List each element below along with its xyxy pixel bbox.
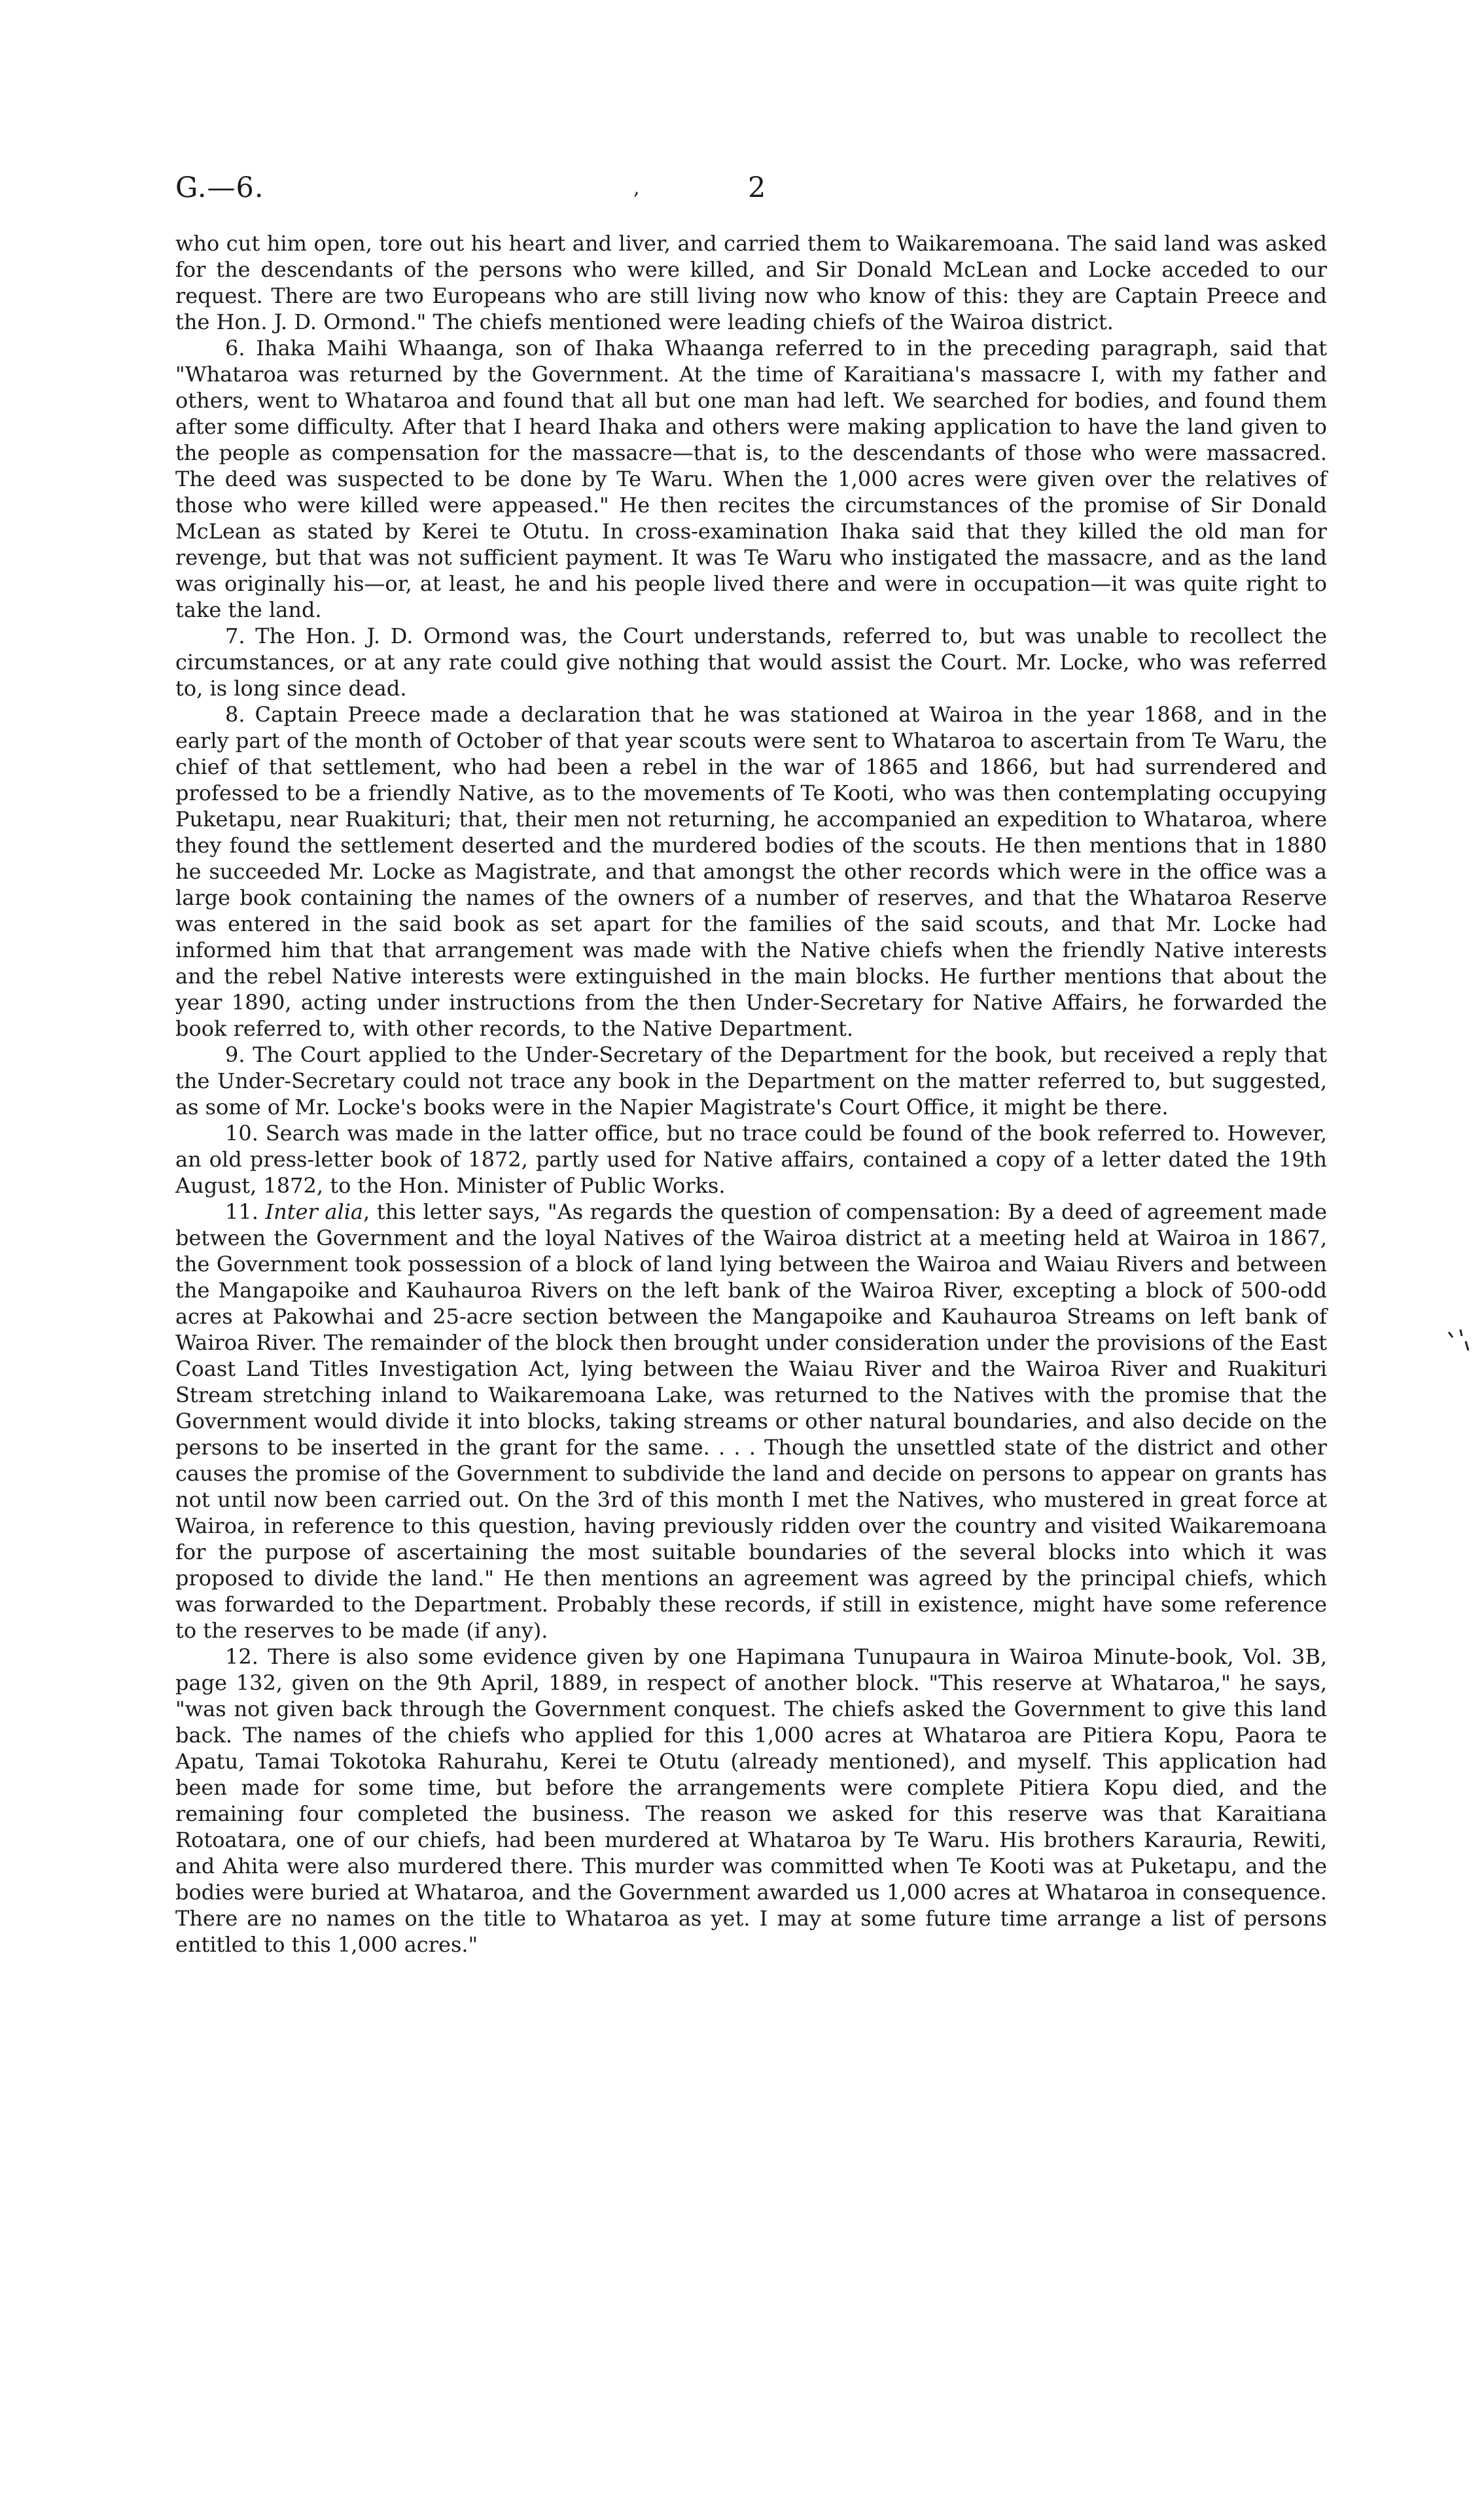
- margin-marks: [1446, 1328, 1472, 1367]
- paragraph-6: 6. Ihaka Maihi Whaanga, son of Ihaka Whaanga referred to in the preceding paragraph, said that "Whataroa was returned by the Government. At the time of Karaitiana's massacre I, with my father and others, went to Whataroa and found that all but one man had left. We searched for bodies, and found them after some difficulty. After that I heard Ihaka and others were making application to have the land given to the people as compensation for the massacre—that is, to the descendants of those who were massacred. The deed was suspected to be done by Te Waru. When the 1,000 acres were given over the relatives of those who were killed were appeased." He then recites the circumstances of the promise of Sir Donald McLean as stated by Kerei te Otutu. In cross-examination Ihaka said that they killed the old man for revenge, but that was not sufficient payment. It was Te Waru who instigated the massacre, and as the land was originally his—or, at least, he and his people lived there and were in occupation—it was quite right to take the land.: [175, 336, 1327, 622]
- page-header: [175, 171, 1327, 211]
- page-number: 2: [748, 171, 766, 204]
- document-reference: G.—6.: [175, 171, 264, 204]
- paragraph-12: 12. There is also some evidence given by one Hapimana Tunupaura in Wairoa Minute-book, Vol. 3B, page 132, given on the 9th April, 1889, in respect of another block. "This reserve at Whataroa," he says, "was not given back through the Government conquest. The chiefs asked the Government to give this land back. The names of the chiefs who applied for this 1,000 acres at Whataroa are Pitiera Kopu, Paora te Apatu, Tamai Tokotoka Rahurahu, Kerei te Otutu (already mentioned), and myself. This application had been made for some time, but before the arrangements were complete Pitiera Kopu died, and the remaining four completed the business. The reason we asked for this reserve was that Karaitiana Rotoatara, one of our chiefs, had been murdered at Whataroa by Te Waru. His brothers Karauria, Rewiti, and Ahita were also murdered there. This murder was committed when Te Kooti was at Puketapu, and the bodies were buried at Whataroa, and the Government awarded us 1,000 acres at Whataroa in consequence. There are no names on the title to Whataroa as yet. I may at some future time arrange a list of persons entitled to this 1,000 acres.": [175, 1644, 1327, 1957]
- paragraph-8: 8. Captain Preece made a declaration that he was stationed at Wairoa in the year 1868, and in the early part of the month of October of that year scouts were sent to Whataroa to ascertain from Te Waru, the chief of that settlement, who had been a rebel in the war of 1865 and 1866, but had surrendered and professed to be a friendly Native, as to the movements of Te Kooti, who was then contemplating occupying Puketapu, near Ruakituri; that, their men not returning, he accompanied an expedition to Whataroa, where they found the settlement deserted and the murdered bodies of the scouts. He then mentions that in 1880 he succeeded Mr. Locke as Magistrate, and that amongst the other records which were in the office was a large book containing the names of the owners of a number of reserves, and that the Whataroa Reserve was entered in the said book as set apart for the families of the said scouts, and that Mr. Locke had informed him that that arrangement was made with the Native chiefs when the friendly Native interests and the rebel Native interests were extinguished in the main blocks. He further mentions that about the year 1890, acting under instructions from the then Under-Secretary for Native Affairs, he forwarded the book referred to, with other records, to the Native Department.: [175, 702, 1327, 1041]
- paragraph-11-latin-phrase: Inter alia: [265, 1199, 364, 1224]
- margin-tick-marks: [1446, 1328, 1472, 1367]
- paragraph-11-number: 11.: [225, 1199, 266, 1224]
- paragraph-10: 10. Search was made in the latter office, but no trace could be found of the book referred to. However, an old press-letter book of 1872, partly used for Native affairs, contained a copy of a letter dated the 19th August, 1872, to the Hon. Minister of Public Works.: [175, 1121, 1327, 1198]
- paragraph-7: 7. The Hon. J. D. Ormond was, the Court understands, referred to, but was unable to recollect the circumstances, or at any rate could give nothing that would assist the Court. Mr. Locke, who was referred to, is long since dead.: [175, 624, 1327, 701]
- paragraph-11-text: , this letter says, "As regards the question of compensation: By a deed of agreement made between the Government and the loyal Natives of the Wairoa district at a meeting held at Wairoa in 1867, the Government took possession of a block of land lying between the Wairoa and Waiau Rivers and between the Mangapoike and Kauhauroa Rivers on the left bank of the Wairoa River, excepting a block of 500-odd acres at Pakowhai and 25-acre section between the Mangapoike and Kauhauroa Streams on left bank of Wairoa River. The remainder of the block then brought under consideration under the provisions of the East Coast Land Titles Investigation Act, lying between the Waiau River and the Wairoa River and Ruakituri Stream stretching inland to Waikaremoana Lake, was returned to the Natives with the promise that the Government would divide it into blocks, taking streams or other natural boundaries, and also decide on the persons to be inserted in the grant for the same. . . . Though the unsettled state of the district and other causes the promise of the Government to subdivide the land and decide on persons to appear on grants has not until now been carried out. On the 3rd of this month I met the Natives, who mustered in great force at Wairoa, in reference to this question, having previously ridden over the country and visited Waikaremoana for the purpose of ascertaining the most suitable boundaries of the several blocks into which it was proposed to divide the land." He then mentions an agreement was agreed by the principal chiefs, which was forwarded to the Department. Probably these records, if still in existence, might have some reference to the reserves to be made (if any).: [175, 1199, 1328, 1643]
- paragraph-11: [175, 1199, 1327, 1644]
- paragraph-continuation: who cut him open, tore out his heart and liver, and carried them to Waikaremoana. The said land was asked for the descendants of the persons who were killed, and Sir Donald McLean and Locke acceded to our request. There are two Europeans who are still living now who know of this: they are Captain Preece and the Hon. J. D. Ormond." The chiefs mentioned were leading chiefs of the Wairoa district.: [175, 231, 1327, 334]
- paragraph-9: 9. The Court applied to the Under-Secretary of the Department for the book, but received a reply that the Under-Secretary could not trace any book in the Department on the matter referred to, but suggested, as some of Mr. Locke's books were in the Napier Magistrate's Court Office, it might be there.: [175, 1042, 1327, 1119]
- stray-mark: ,: [633, 177, 640, 200]
- document-body: [175, 230, 1327, 1958]
